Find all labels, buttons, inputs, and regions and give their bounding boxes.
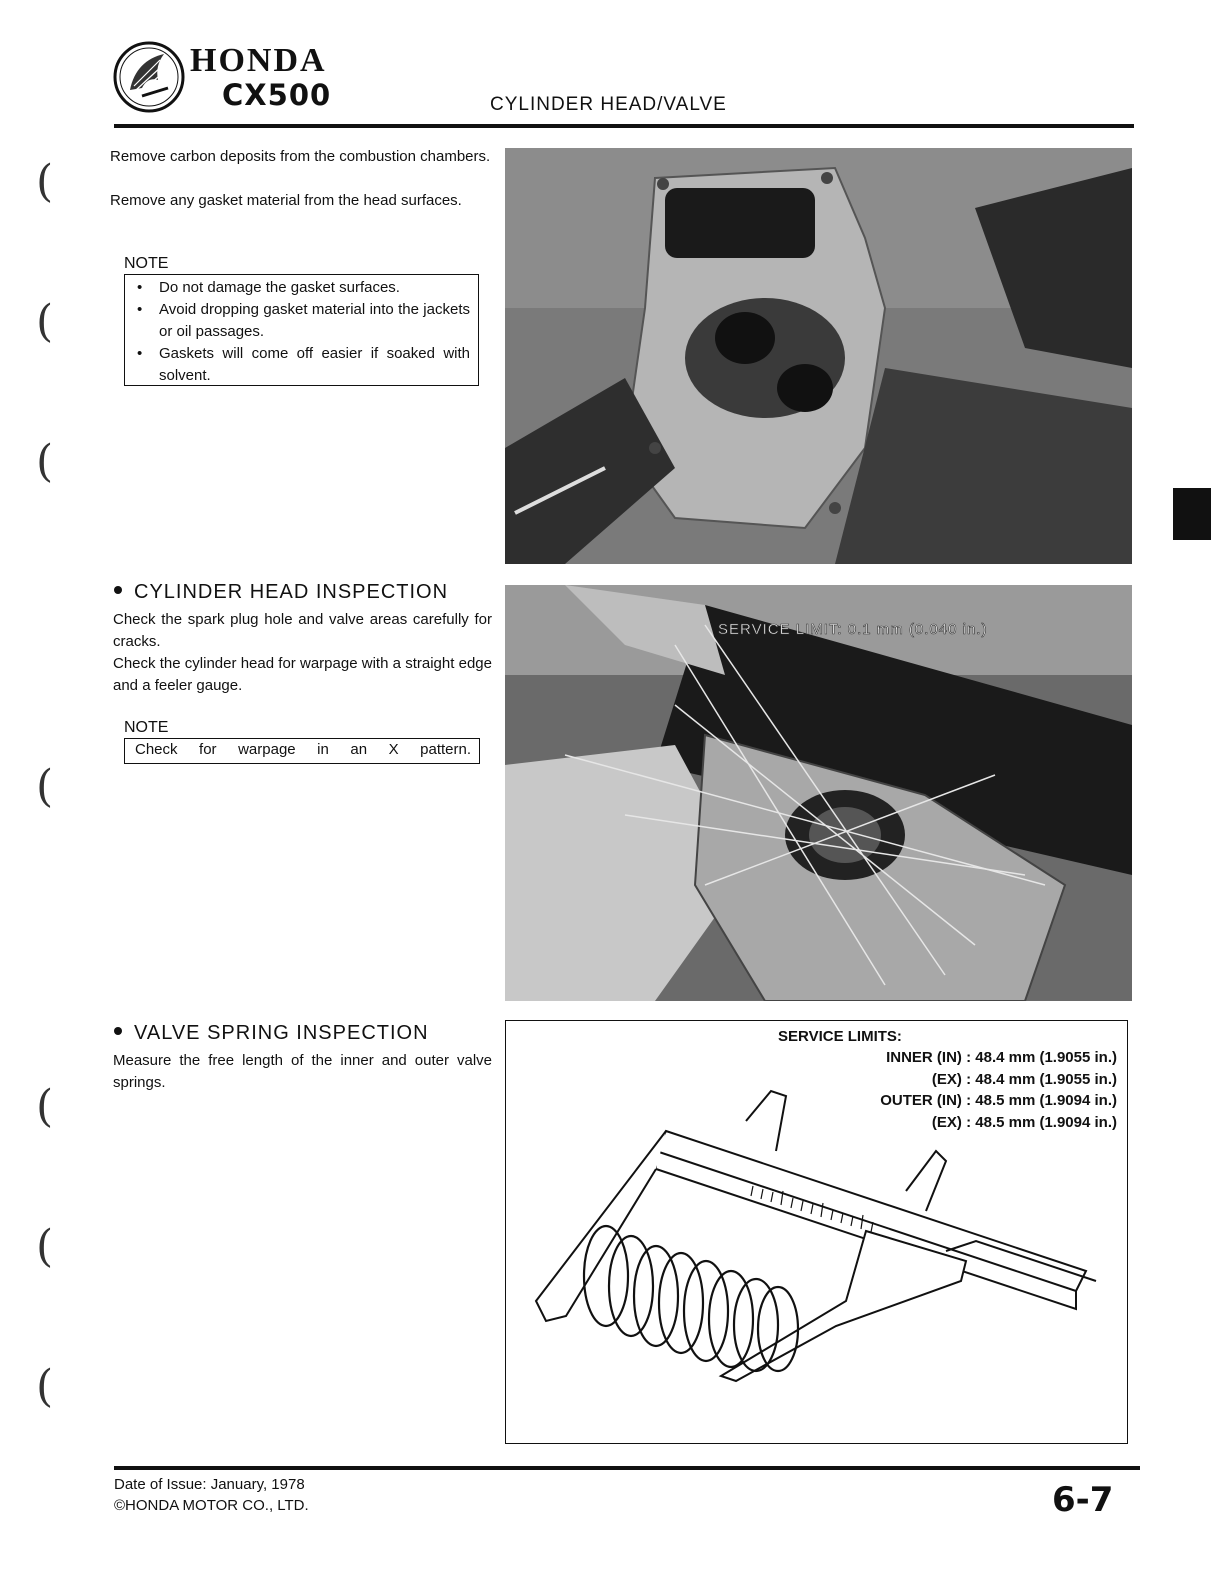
binder-hole-mark: ( <box>36 1081 54 1132</box>
limit-row: (EX) : 48.5 mm (1.9094 in.) <box>931 1113 1117 1131</box>
service-limit-overlay: SERVICE LIMIT: 0.1 mm (0.040 in.) <box>718 621 988 638</box>
note-label: NOTE <box>124 719 169 736</box>
section-heading: VALVE SPRING INSPECTION <box>114 1022 429 1045</box>
bullet-dot-icon <box>114 1027 122 1035</box>
warpage-check-paragraph: Check the cylinder head for warpage with a straight edge and a feeler gauge. <box>113 655 492 694</box>
note-item: • Do not damage the gasket surfaces. <box>137 279 400 296</box>
page-number: 6-7 <box>1052 1480 1114 1520</box>
binder-hole-mark: ( <box>36 156 54 207</box>
binder-hole-mark: ( <box>36 436 54 487</box>
copyright: ©HONDA MOTOR CO., LTD. <box>114 1497 309 1514</box>
note-box <box>124 274 479 386</box>
spring-length-paragraph: Measure the free length of the inner and outer valve springs. <box>113 1052 492 1091</box>
intro-paragraph-gasket: Remove any gasket material from the head surfaces. <box>110 192 462 209</box>
binder-hole-mark: ( <box>36 1361 54 1412</box>
brand-name: HONDA <box>190 42 327 79</box>
cylinder-head-photo <box>505 148 1132 564</box>
note-item: • Gaskets will come off easier if soaked with solvent. <box>137 345 470 384</box>
limit-row: OUTER (IN) : 48.5 mm (1.9094 in.) <box>880 1092 1117 1109</box>
section-heading: CYLINDER HEAD INSPECTION <box>114 581 448 604</box>
service-limits-title: SERVICE LIMITS: <box>778 1028 902 1045</box>
date-of-issue: Date of Issue: January, 1978 <box>114 1476 305 1493</box>
intro-paragraph-carbon: Remove carbon deposits from the combustion chambers. <box>110 148 491 165</box>
footer-info <box>114 1474 309 1516</box>
limit-row: (EX) : 48.4 mm (1.9055 in.) <box>931 1070 1117 1088</box>
limit-row: INNER (IN) : 48.4 mm (1.9055 in.) <box>886 1049 1117 1066</box>
binder-hole-mark: ( <box>36 296 54 347</box>
caliper-spring-drawing <box>506 1081 1126 1441</box>
warpage-check-photo <box>505 585 1132 1001</box>
section-title: CYLINDER HEAD/VALVE <box>490 94 727 115</box>
bullet-dot-icon <box>114 586 122 594</box>
binder-hole-mark: ( <box>36 1221 54 1272</box>
honda-wing-logo-icon <box>112 40 186 114</box>
crack-check-paragraph: Check the spark plug hole and valve areas carefully for cracks. <box>113 611 492 650</box>
binder-hole-mark: ( <box>36 761 54 812</box>
footer-divider <box>114 1466 1140 1470</box>
note-box: Check for warpage in an X pattern. <box>124 738 480 764</box>
model-name: CX500 <box>222 78 332 112</box>
section-thumb-tab <box>1173 488 1211 540</box>
valve-spring-diagram <box>505 1020 1128 1444</box>
note-item: • Avoid dropping gasket material into the jackets or oil passages. <box>137 301 470 340</box>
note-label: NOTE <box>124 255 169 272</box>
header-divider <box>114 124 1134 128</box>
